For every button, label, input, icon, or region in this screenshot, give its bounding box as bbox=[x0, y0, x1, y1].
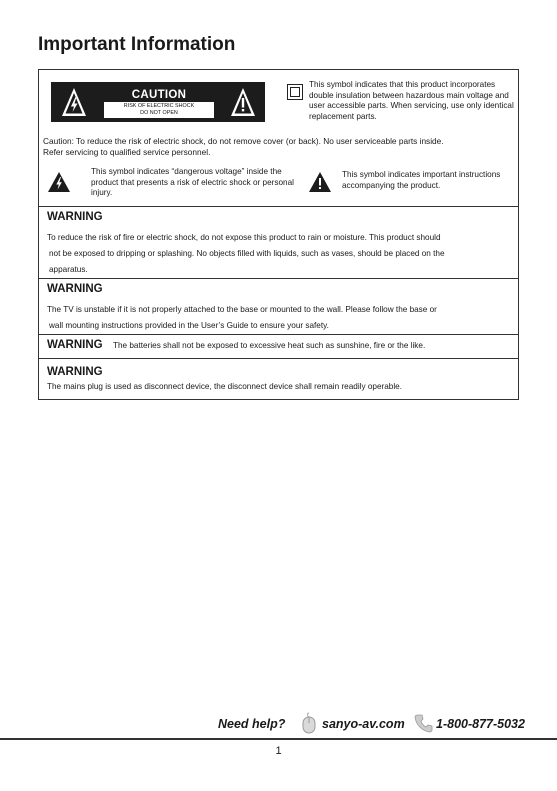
exclamation-triangle-icon bbox=[230, 87, 256, 117]
footer-website-link[interactable]: sanyo-av.com bbox=[322, 717, 405, 731]
caution-banner bbox=[51, 82, 265, 122]
voltage-symbol-text: This symbol indicates “dangerous voltage” inside the product that presents a risk of electric shock or personal injury. bbox=[91, 167, 294, 197]
footer-rule bbox=[0, 738, 557, 740]
caution-label bbox=[103, 87, 215, 119]
warning-heading: WARNING bbox=[47, 211, 103, 223]
page-number: 1 bbox=[275, 745, 282, 757]
footer-phone-number[interactable]: 1-800-877-5032 bbox=[436, 717, 525, 731]
caution-subtext bbox=[104, 102, 214, 116]
warning-heading: WARNING bbox=[47, 339, 103, 351]
caution-note-line: Caution: To reduce the risk of electric shock, do not remove cover (or back). No user serviceable parts inside. bbox=[43, 136, 444, 146]
warning-heading: WARNING bbox=[47, 366, 103, 378]
phone-icon bbox=[414, 713, 434, 733]
caution-subtext-line: RISK OF ELECTRIC SHOCK bbox=[123, 103, 195, 109]
warning-text bbox=[47, 302, 513, 334]
warning-line: apparatus. bbox=[49, 265, 88, 274]
section-divider bbox=[39, 334, 518, 335]
warning-line: The TV is unstable if it is not properly attached to the base or mounted to the wall. Please follow the base or bbox=[47, 305, 437, 314]
important-symbol-text: This symbol indicates important instructions accompanying the product. bbox=[342, 170, 501, 190]
double-insulation-text: This symbol indicates that this product incorporates double insulation between hazardous main voltage and user accessible parts. When servicing, use only identical replacement parts. bbox=[309, 80, 514, 121]
warning-text: The mains plug is used as disconnect device, the disconnect device shall remain readily operable. bbox=[47, 382, 402, 391]
warning-line: wall mounting instructions provided in the User’s Guide to ensure your safety. bbox=[49, 321, 329, 330]
section-divider bbox=[39, 278, 518, 279]
footer-help-label: Need help? bbox=[218, 717, 286, 731]
safety-box bbox=[38, 69, 519, 400]
warning-heading: WARNING bbox=[47, 283, 103, 295]
warning-text bbox=[47, 230, 513, 278]
section-divider bbox=[39, 358, 518, 359]
warning-text: The batteries shall not be exposed to excessive heat such as sunshine, fire or the like. bbox=[113, 341, 426, 350]
exclamation-triangle-icon bbox=[309, 172, 331, 192]
warning-line: not be exposed to dripping or splashing. No objects filled with liquids, such as vases, should be placed on the bbox=[49, 249, 445, 258]
lightning-triangle-icon bbox=[61, 87, 87, 117]
caution-heading: CAUTION bbox=[104, 88, 214, 102]
lightning-triangle-icon bbox=[48, 172, 70, 192]
mouse-icon bbox=[300, 712, 318, 734]
caution-subtext-line: DO NOT OPEN bbox=[140, 109, 178, 116]
caution-note bbox=[43, 136, 513, 158]
caution-note-line: Refer servicing to qualified service personnel. bbox=[43, 147, 211, 157]
double-square-icon bbox=[287, 84, 303, 100]
warning-line: To reduce the risk of fire or electric shock, do not expose this product to rain or moisture. This product should bbox=[47, 233, 441, 242]
page-title: Important Information bbox=[38, 34, 236, 55]
section-divider bbox=[39, 206, 518, 207]
